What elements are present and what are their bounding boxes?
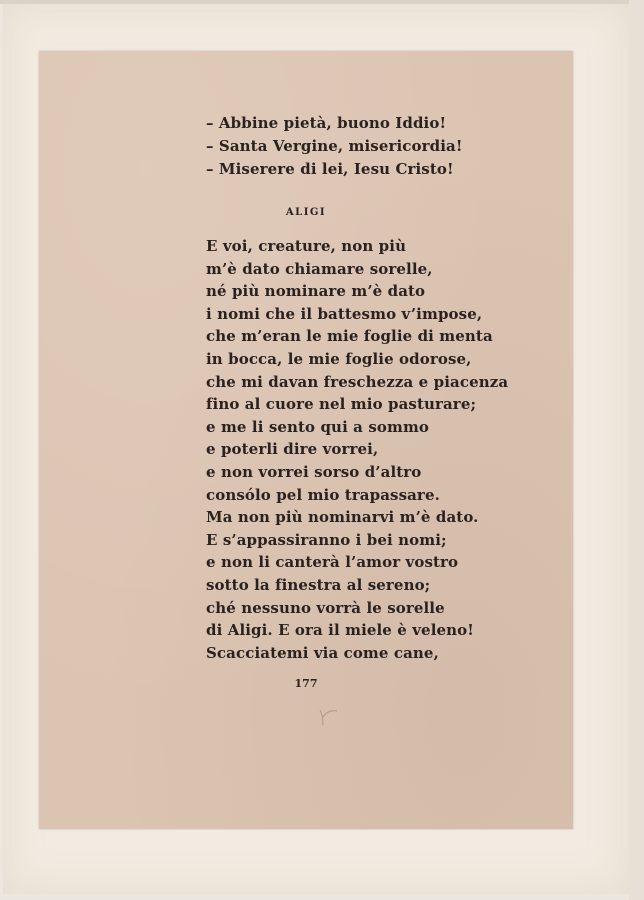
verse-line: di Aligi. E ora il miele è veleno! [206,621,474,640]
verse-line: E s’appassiranno i bei nomi; [206,530,447,549]
verse-line: fino al cuore nel mio pasturare; [206,395,477,414]
verse-line: e non vorrei sorso d’altro [206,462,422,481]
verse-line: Scacciatemi via come cane, [206,643,439,662]
verse-line: m’è dato chiamare sorelle, [206,259,433,278]
verse-line: ché nessuno vorrà le sorelle [206,598,445,617]
prayer-line: – Abbine pietà, buono Iddio! [206,114,447,132]
verse-line: e me li sento qui a sommo [206,417,430,436]
book-page [39,51,573,829]
verse-line: i nomi che il battesmo v’impose, [206,304,483,323]
verse-line: E voi, creature, non più [206,237,407,255]
prayer-line: – Miserere di lei, Iesu Cristo! [206,160,454,178]
verse-line: e poterli dire vorrei, [206,440,379,459]
pencil-mark-icon [317,706,341,728]
verse-line: e non li canterà l’amor vostro [206,553,459,572]
prayer-line: – Santa Vergine, misericordia! [206,137,463,155]
prayer-lines [206,112,463,181]
scan-edge-right [629,0,644,900]
verse-line: sotto la finestra al sereno; [206,575,431,594]
verse-line: che mi davan freschezza e piacenza [206,372,509,391]
verse-block [206,235,508,664]
verse-line: consólo pel mio trapassare. [206,485,440,504]
verse-line: Ma non più nominarvi m’è dato. [206,508,479,527]
verse-line: che m’eran le mie foglie di menta [206,327,493,346]
speaker-name: ALIGI [285,207,327,218]
verse-line: in bocca, le mie foglie odorose, [206,349,472,368]
page-number: 177 [294,677,318,690]
verse-line: né più nominare m’è dato [206,282,426,301]
